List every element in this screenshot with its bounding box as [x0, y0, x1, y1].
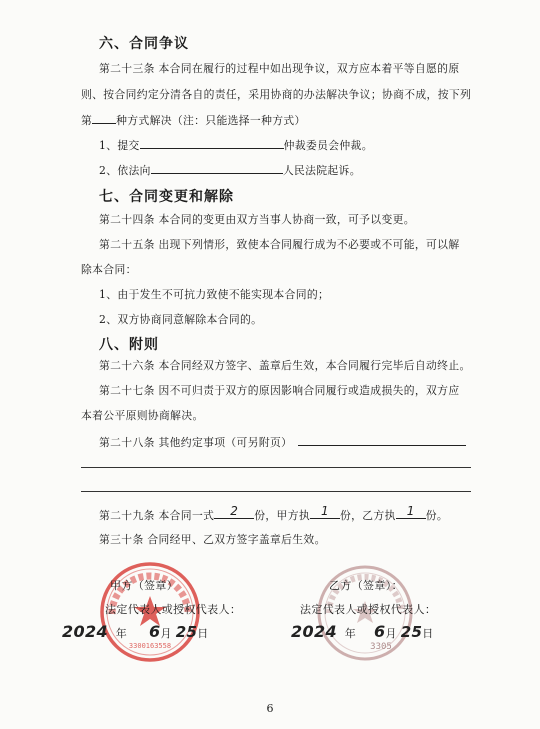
art25-line1: 第二十五条 出现下列情形，致使本合同履行成为不必要或不可能，可以解 — [99, 238, 460, 251]
art29-a: 第二十九条 本合同一式 — [99, 509, 215, 522]
option-2-a: 2、依法向 — [99, 164, 151, 177]
party-b-nian: 年 — [344, 627, 357, 640]
option-1-b: 仲裁委员会仲裁。 — [283, 139, 373, 152]
party-a-seal-number: 3300163558 — [128, 642, 172, 650]
art29-d: 份。 — [425, 509, 449, 522]
total-copies-handwritten: 2 — [230, 504, 239, 518]
art24: 第二十四条 本合同的变更由双方当事人协商一致，可予以变更。 — [99, 213, 415, 226]
party-a-year: 2024 — [62, 622, 108, 641]
party-a-date — [62, 622, 209, 641]
art25-item2: 2、双方协商同意解除本合同的。 — [99, 313, 263, 326]
total-copies-blank — [214, 504, 254, 519]
option-1 — [99, 138, 373, 153]
art30: 第三十条 合同经甲、乙双方签字盖章后生效。 — [99, 533, 326, 546]
party-a-yue: 月 — [160, 627, 172, 640]
art28 — [99, 435, 466, 450]
section-6-title: 六、合同争议 — [99, 36, 189, 52]
art25-item1: 1、由于发生不可抗力致使不能实现本合同的； — [99, 288, 330, 301]
art23-line3-a: 第 — [81, 114, 93, 127]
art23-line3 — [81, 113, 306, 128]
section-7-title: 七、合同变更和解除 — [99, 189, 234, 205]
art23-line1: 第二十三条 本合同在履行的过程中如出现争议，双方应本着平等自愿的原 — [99, 62, 460, 75]
party-a-day: 25 — [175, 623, 198, 641]
other-terms-blank — [298, 435, 466, 446]
arbitration-blank — [140, 138, 284, 149]
party-b-year: 2024 — [291, 622, 337, 641]
party-b-rep: 法定代表人或授权代表人： — [300, 603, 437, 616]
party-b-seal-number: 3305 — [370, 642, 392, 652]
art27-line1: 第二十七条 因不可归责于双方的原因影响合同履行或造成损失的，双方应 — [99, 384, 460, 397]
party-a-copies-blank — [310, 504, 340, 519]
party-b-date — [291, 622, 434, 641]
art23-line3-b: 种方式解决（注：只能选择一种方式） — [116, 114, 306, 127]
party-b-month: 6 — [374, 622, 386, 641]
section-8-title: 八、附则 — [99, 337, 159, 353]
party-a-month: 6 — [149, 622, 161, 641]
option-1-a: 1、提交 — [99, 139, 140, 152]
method-choice-blank — [92, 113, 116, 124]
party-b-label: 乙方（签章）： — [329, 579, 403, 592]
party-a-nian: 年 — [115, 627, 128, 640]
other-terms-line-2 — [81, 491, 471, 492]
art28-text: 第二十八条 其他约定事项（可另附页） — [99, 436, 293, 449]
other-terms-line-1 — [81, 467, 471, 468]
party-a-copies-handwritten: 1 — [320, 504, 329, 518]
art27-line2: 本着公平原则协商解决。 — [81, 409, 204, 422]
party-b-copies-handwritten: 1 — [406, 504, 415, 518]
court-blank — [151, 163, 283, 174]
art26: 第二十六条 本合同经双方签字、盖章后生效，本合同履行完毕后自动终止。 — [99, 359, 471, 372]
party-a-label: 甲方（签章） — [110, 579, 179, 592]
art29-b: 份，甲方执 — [254, 509, 310, 522]
party-b-ri: 日 — [422, 627, 434, 640]
art29 — [99, 504, 449, 523]
party-b-copies-blank — [396, 504, 426, 519]
art25-line2: 除本合同： — [81, 263, 137, 276]
page-number: 6 — [266, 702, 274, 715]
party-a-rep: 法定代表人或授权代表人： — [105, 603, 242, 616]
party-b-day: 25 — [400, 623, 423, 641]
art23-line2: 则、按合同约定分清各自的责任，采用协商的办法解决争议；协商不成，按下列 — [81, 88, 472, 101]
party-b-yue: 月 — [385, 627, 397, 640]
option-2 — [99, 163, 361, 178]
art29-c: 份，乙方执 — [339, 509, 396, 522]
option-2-b: 人民法院起诉。 — [282, 164, 361, 177]
party-a-ri: 日 — [197, 627, 209, 640]
